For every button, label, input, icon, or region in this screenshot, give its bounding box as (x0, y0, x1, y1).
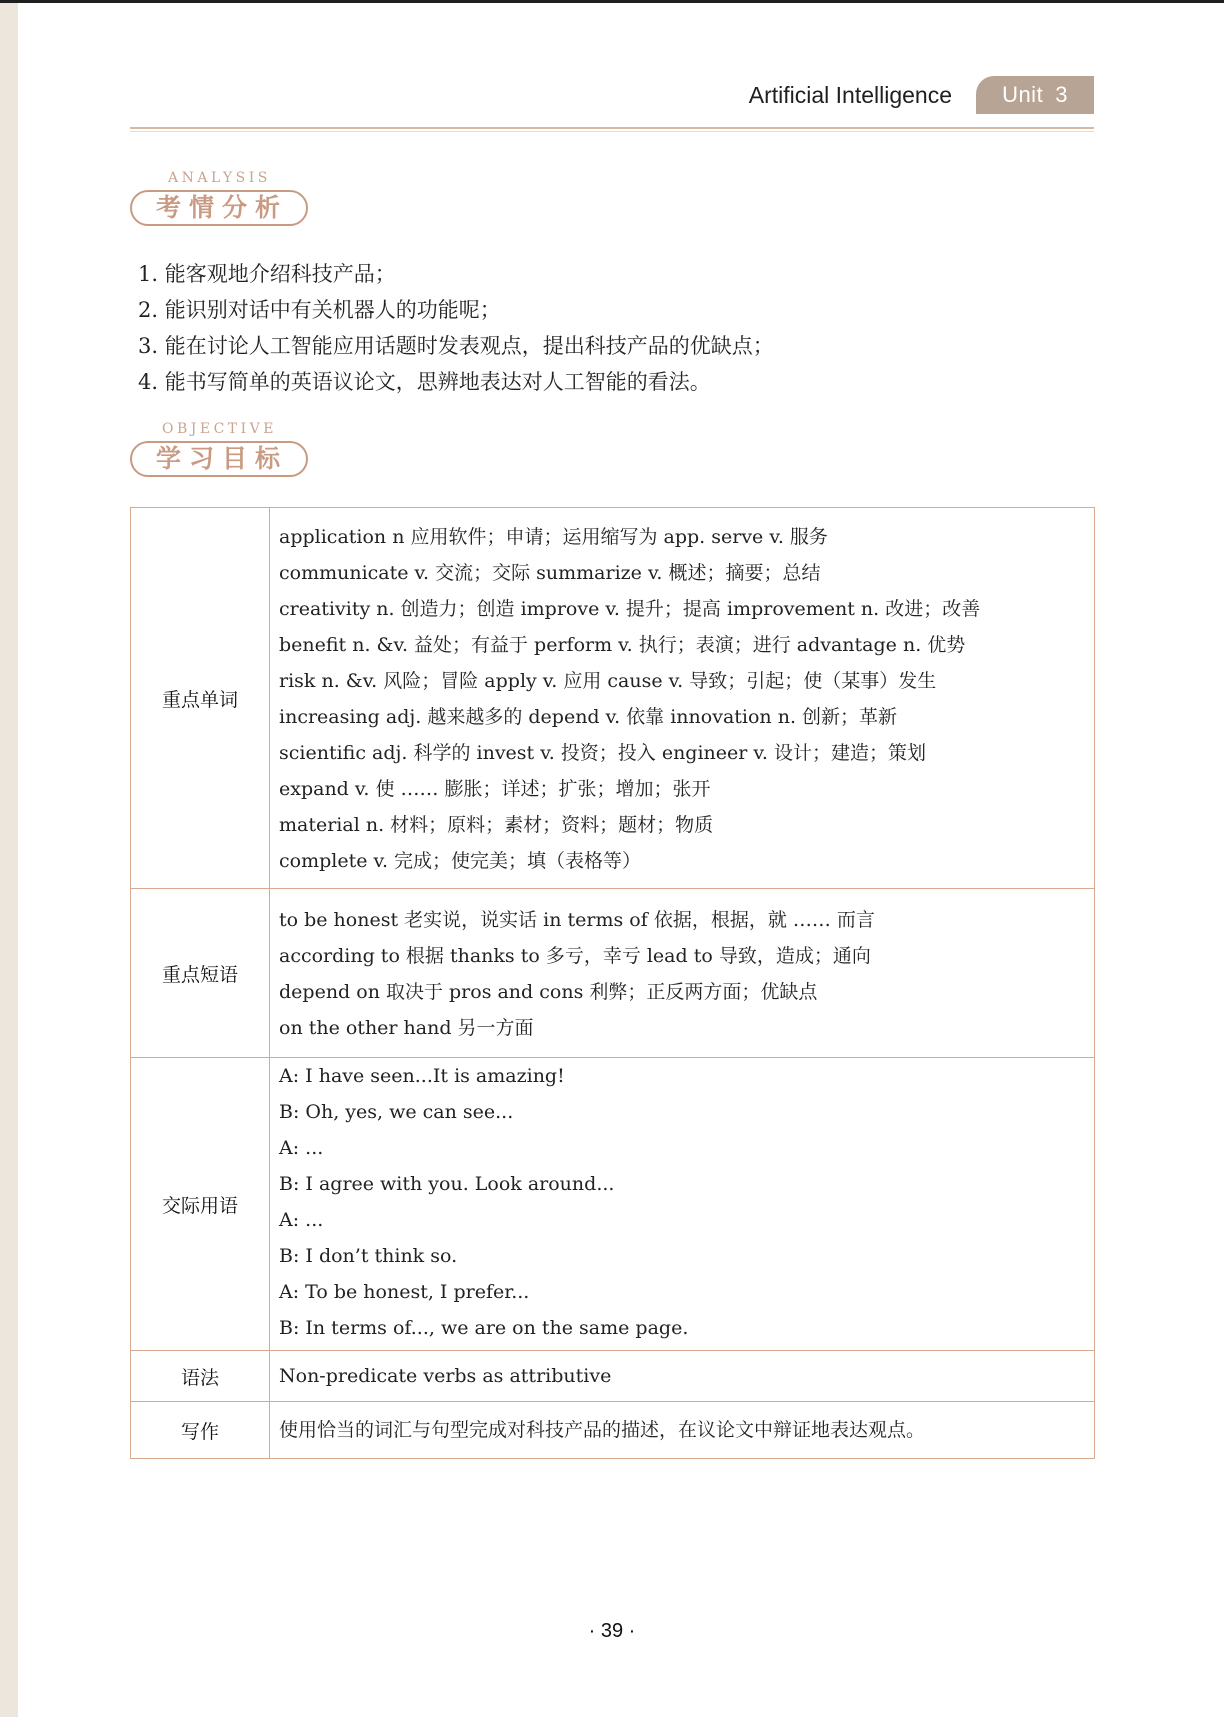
row-label-communication: 交际用语 (131, 1058, 270, 1351)
header-rule-thin (130, 131, 1094, 132)
header-title: Artificial Intelligence (748, 82, 952, 108)
objective-heading (130, 421, 310, 481)
row-content-key-phrases (270, 889, 1095, 1058)
vocab-line: benefit n. &v. 益处；有益于 perform v. 执行；表演；进行 advantage n. 优势 (279, 634, 966, 656)
header-rule (130, 127, 1094, 129)
page-binding-edge (0, 0, 18, 1717)
dialog-line: B: In terms of..., we are on the same page. (279, 1317, 689, 1339)
dialog-line: B: I agree with you. Look around... (279, 1173, 615, 1195)
analysis-item: 4. 能书写简单的英语议论文，思辨地表达对人工智能的看法。 (138, 370, 711, 394)
table-row (131, 889, 1095, 1058)
vocab-line: creativity n. 创造力；创造 improve v. 提升；提高 improvement n. 改进；改善 (279, 598, 981, 620)
vocab-line: expand v. 使 …… 膨胀；详述；扩张；增加；张开 (279, 778, 711, 800)
top-border (0, 0, 1224, 3)
analysis-item: 1. 能客观地介绍科技产品； (138, 262, 396, 286)
phrase-line: according to 根据 thanks to 多亏，幸亏 lead to 导致，造成；通向 (279, 945, 871, 967)
vocab-line: increasing adj. 越来越多的 depend v. 依靠 innovation n. 创新；革新 (279, 706, 898, 728)
table-row (131, 1058, 1095, 1351)
row-label-grammar: 语法 (131, 1351, 270, 1402)
grammar-line: Non-predicate verbs as attributive (279, 1365, 612, 1387)
row-label-writing: 写作 (131, 1402, 270, 1459)
analysis-item: 2. 能识别对话中有关机器人的功能呢； (138, 298, 501, 322)
page-number: · 39 · (588, 1620, 636, 1642)
unit-number: 3 (1055, 82, 1068, 107)
analysis-list (138, 256, 774, 400)
analysis-item: 3. 能在讨论人工智能应用话题时发表观点，提出科技产品的优缺点； (138, 334, 774, 358)
analysis-heading-cn: 考情分析 (156, 193, 289, 222)
analysis-heading-en: ANALYSIS (168, 170, 271, 186)
row-label-key-phrases: 重点短语 (131, 889, 270, 1058)
vocab-line: application n 应用软件；申请；运用缩写为 app. serve v. 服务 (279, 526, 828, 548)
vocab-line: risk n. &v. 风险；冒险 apply v. 应用 cause v. 导致；引起；使（某事）发生 (279, 670, 937, 692)
dialog-line: B: I don’t think so. (279, 1245, 458, 1267)
objective-heading-en: OBJECTIVE (162, 421, 278, 437)
table-row (131, 1351, 1095, 1402)
phrase-line: depend on 取决于 pros and cons 利弊；正反两方面；优缺点 (279, 981, 818, 1003)
analysis-heading (130, 170, 310, 230)
dialog-line: A: I have seen...It is amazing! (279, 1065, 565, 1087)
vocab-line: complete v. 完成；使完美；填（表格等） (279, 850, 642, 872)
table-row (131, 1402, 1095, 1459)
vocab-line: communicate v. 交流；交际 summarize v. 概述；摘要；总结 (279, 562, 821, 584)
dialog-line: A: ... (279, 1209, 324, 1231)
vocab-line: scientific adj. 科学的 invest v. 投资；投入 engineer v. 设计；建造；策划 (279, 742, 926, 764)
phrase-line: to be honest 老实说，说实话 in terms of 依据，根据，就 …… 而言 (279, 909, 875, 931)
unit-label: Unit (1002, 82, 1044, 107)
unit-tab (976, 76, 1094, 114)
dialog-line: A: To be honest, I prefer... (279, 1281, 530, 1303)
vocab-line: material n. 材料；原料；素材；资料；题材；物质 (279, 814, 714, 836)
row-label-key-words: 重点单词 (131, 508, 270, 889)
objective-table (130, 507, 1095, 1459)
phrase-line: on the other hand 另一方面 (279, 1017, 534, 1039)
dialog-line: A: ... (279, 1137, 324, 1159)
row-content-key-words (270, 508, 1095, 889)
row-content-communication (270, 1058, 1095, 1351)
table-row (131, 508, 1095, 889)
objective-heading-cn: 学习目标 (156, 444, 289, 473)
writing-line: 使用恰当的词汇与句型完成对科技产品的描述，在议论文中辩证地表达观点。 (279, 1419, 926, 1441)
row-content-grammar (270, 1351, 1095, 1402)
row-content-writing (270, 1402, 1095, 1459)
dialog-line: B: Oh, yes, we can see... (279, 1101, 514, 1123)
